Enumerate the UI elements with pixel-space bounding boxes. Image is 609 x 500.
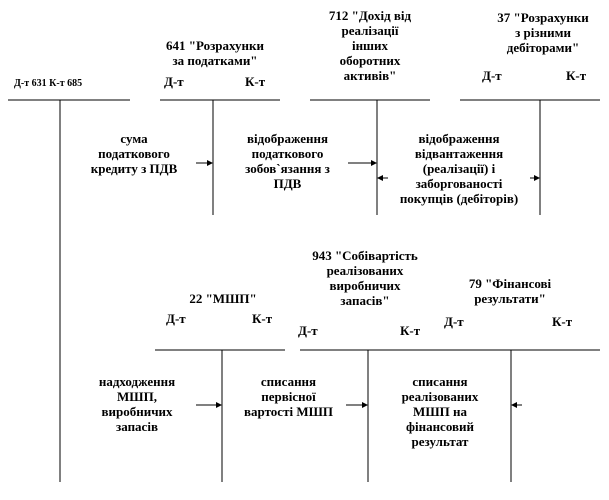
account-79-credit: К-т (552, 314, 573, 329)
account-712-title: 712 "Дохід від реалізації інших оборотних активів" (328, 8, 412, 83)
entry-tax-liability-vat: відображення податкового зобов`язання з ПДВ (245, 131, 330, 191)
account-22-credit: К-т (252, 311, 273, 326)
entry-shipment-receivables: відображення відвантаження (реалізації) і заборгованості покупців (дебіторів) (399, 131, 519, 206)
account-79-title: 79 "Фінансові результати" (468, 276, 552, 306)
account-641-title: 641 "Розрахунки за податками" (165, 38, 264, 68)
account-22-title: 22 "МШП" (189, 291, 257, 306)
entry-writeoff-initial-cost: списання первісної вартості МШП (244, 374, 333, 419)
account-22-debit: Д-т (166, 311, 186, 326)
account-631-685-label: Д-т 631 К-т 685 (14, 78, 83, 89)
account-37-credit: К-т (566, 68, 587, 83)
account-943-credit: К-т (400, 323, 421, 338)
account-943-debit: Д-т (298, 323, 318, 338)
account-641-debit: Д-т (164, 74, 184, 89)
account-943-title: 943 "Собівартість реалізованих виробничих запасів" (312, 248, 418, 308)
entry-receipt-mshp-inventory: надходження МШП, виробничих запасів (98, 374, 176, 434)
account-37-debit: Д-т (482, 68, 502, 83)
entry-writeoff-to-financial-result: списання реалізованих МШП на фінансовий результат (401, 374, 479, 449)
account-641-credit: К-т (245, 74, 266, 89)
account-37-title: 37 "Розрахунки з різними дебіторами" (497, 10, 589, 55)
account-79-debit: Д-т (444, 314, 464, 329)
entry-tax-credit-vat: сума податкового кредиту з ПДВ (90, 131, 178, 176)
